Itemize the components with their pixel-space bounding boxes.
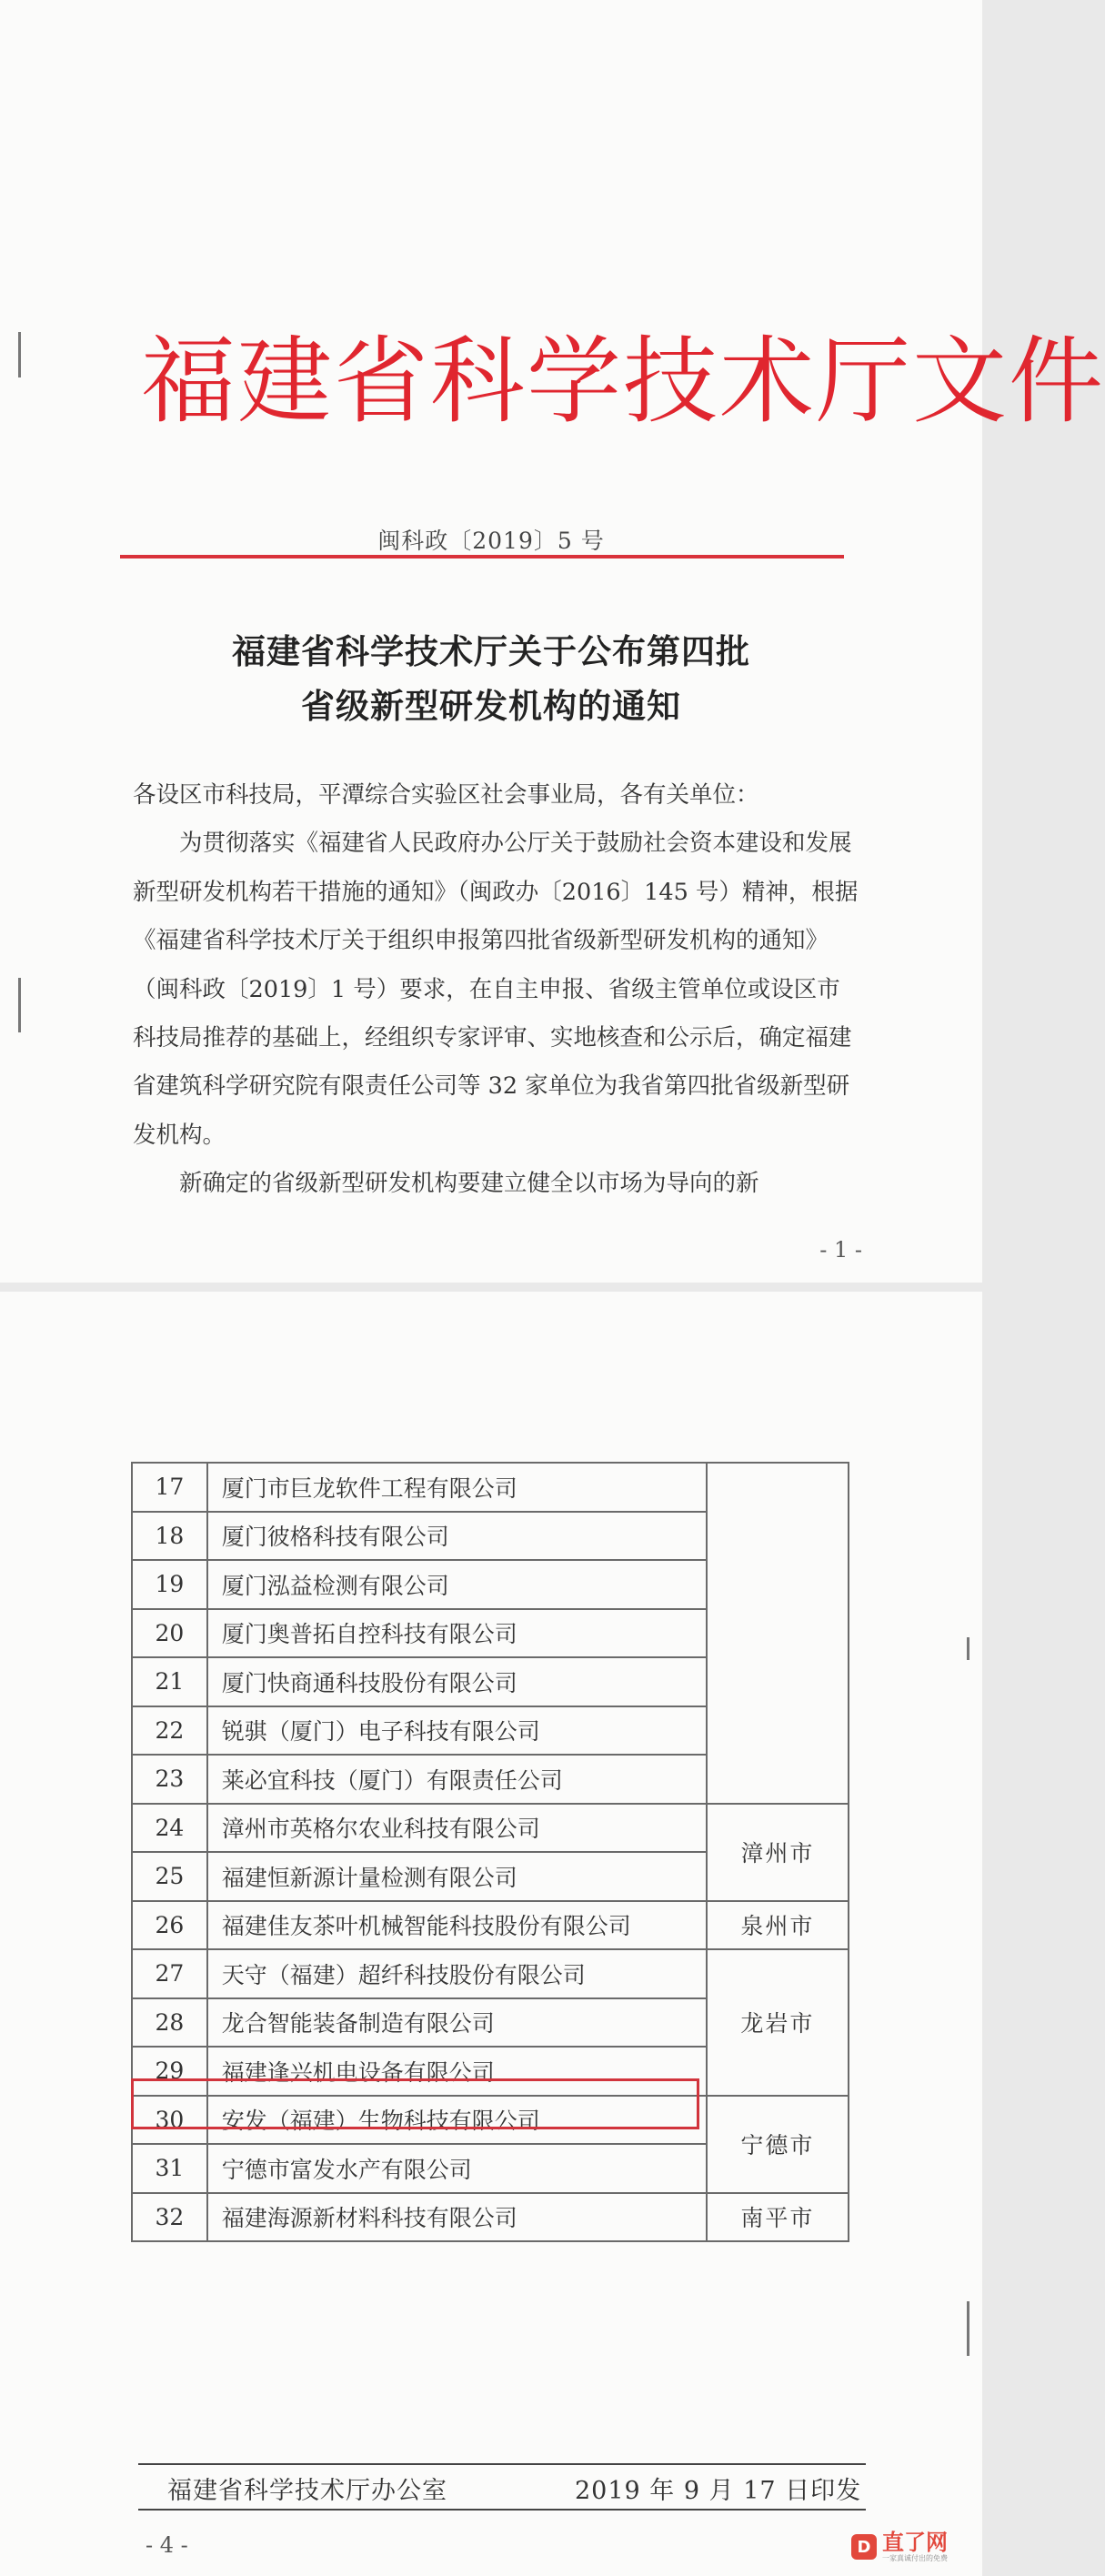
watermark-text [882,2531,948,2563]
scan-mark [967,2301,969,2356]
document-page-1 [0,0,1105,1283]
salutation: 各设区市科技局，平潭综合实验区社会事业局，各有关单位： [133,781,759,809]
scan-mark [18,978,21,1032]
institution-name: 宁德市富发水产有限公司 [207,2144,707,2193]
document-number: 闽科政〔2019〕5 号 [377,528,605,554]
institution-name: 天守（福建）超纤科技股份有限公司 [207,1949,707,1998]
watermark-slogan: 一家真诚付出的免费 [882,2554,948,2562]
city-cell [707,1463,849,1804]
institution-name: 漳州市英格尔农业科技有限公司 [207,1804,707,1853]
table-row [132,2193,849,2242]
institution-name: 安发（福建）生物科技有限公司 [207,2096,707,2145]
issue-date: 2019 年 9 月 17 日印发 [575,2477,862,2505]
watermark-logo-icon: D [851,2534,877,2560]
institution-name: 福建逢兴机电设备有限公司 [207,2047,707,2096]
institution-name: 厦门泓益检测有限公司 [207,1560,707,1609]
watermark-name: 直了网 [882,2530,948,2555]
row-number: 23 [132,1755,207,1804]
scan-mark [18,332,21,377]
row-number: 17 [132,1463,207,1512]
row-number: 28 [132,1998,207,2048]
page-number: - 4 - [146,2532,188,2558]
institution-name: 厦门奥普拓自控科技有限公司 [207,1609,707,1658]
row-number: 20 [132,1609,207,1658]
row-number: 24 [132,1804,207,1853]
city-cell: 泉州市 [707,1901,849,1950]
institution-name: 龙合智能装备制造有限公司 [207,1998,707,2048]
institution-name: 锐骐（厦门）电子科技有限公司 [207,1706,707,1756]
row-number: 27 [132,1949,207,1998]
row-number: 31 [132,2144,207,2193]
institution-name: 莱必宜科技（厦门）有限责任公司 [207,1755,707,1804]
notice-title-line2: 省级新型研发机构的通知 [301,686,681,726]
footer-rule-top [138,2463,866,2465]
city-cell: 南平市 [707,2193,849,2242]
header-title: 福建省科学技术厅文件 [141,326,1105,437]
institution-name: 福建佳友茶叶机械智能科技股份有限公司 [207,1901,707,1950]
scan-mark [967,1637,969,1660]
table-row [132,1949,849,1998]
city-cell: 龙岩市 [707,1949,849,2096]
institution-name: 厦门快商通科技股份有限公司 [207,1657,707,1706]
row-number: 26 [132,1901,207,1950]
page-number: - 1 - [819,1237,862,1263]
row-number: 25 [132,1852,207,1901]
red-divider [120,555,844,558]
paragraph: 新确定的省级新型研发机构要建立健全以市场为导向的新 [179,1170,759,1198]
issuing-office: 福建省科学技术厅办公室 [167,2477,447,2505]
row-number: 21 [132,1657,207,1706]
city-cell: 漳州市 [707,1804,849,1901]
row-number: 19 [132,1560,207,1609]
row-number: 18 [132,1512,207,1561]
row-number: 22 [132,1706,207,1756]
institution-name: 福建恒新源计量检测有限公司 [207,1852,707,1901]
city-cell: 宁德市 [707,2096,849,2193]
watermark [851,2531,948,2563]
table-row [132,1463,849,1512]
table-row [132,1901,849,1950]
row-number: 32 [132,2193,207,2242]
row-number: 30 [132,2096,207,2145]
body-text [133,771,860,1209]
notice-title-line1: 福建省科学技术厅关于公布第四批 [232,631,750,671]
institution-name: 厦门彼格科技有限公司 [207,1512,707,1561]
table-row [132,1804,849,1853]
highlight-box [131,2078,699,2129]
row-number: 29 [132,2047,207,2096]
institution-name: 厦门市巨龙软件工程有限公司 [207,1463,707,1512]
institution-name: 福建海源新材料科技有限公司 [207,2193,707,2242]
paragraph: 为贯彻落实《福建省人民政府办公厅关于鼓励社会资本建设和发展新型研发机构若干措施的通知》（闽政办〔2016〕145 号）精神，根据《福建省科学技术厅关于组织申报第四批省级新型研发机构的通知》（闽科政〔2019〕1 号）要求，在自主申报、省级主管单位或设区市科技局推荐的基础上，经组织专家评审、实地核查和公示后，确定福建省建筑科学研究院有限责任公司等 32 家单位为我省第四批省级新型研发机构。 [133,830,859,1149]
footer-rule-bottom [138,2509,866,2511]
